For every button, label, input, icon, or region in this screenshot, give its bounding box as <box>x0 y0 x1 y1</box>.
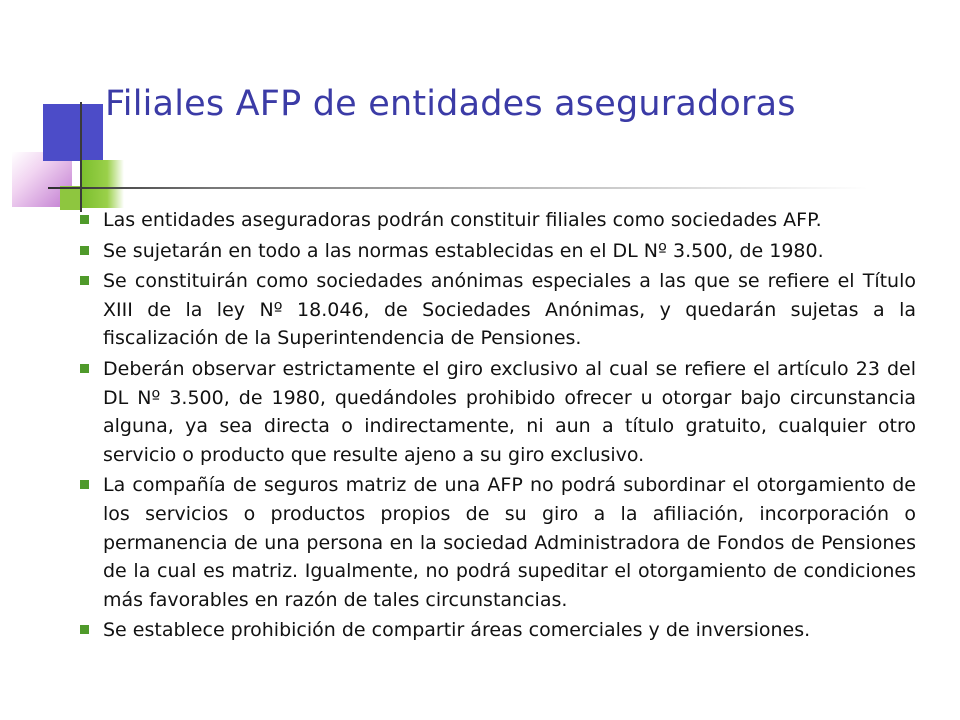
bullet-item <box>80 237 916 266</box>
bullet-text: Las entidades aseguradoras podrán constituir filiales como sociedades AFP. <box>103 209 822 231</box>
square-bullet-icon <box>80 276 89 285</box>
square-bullet-icon <box>80 215 89 224</box>
bullet-item <box>80 471 916 614</box>
title-underline <box>48 187 868 189</box>
square-bullet-icon <box>80 246 89 255</box>
bullet-text: Se establece prohibición de compartir áreas comerciales y de inversiones. <box>103 619 811 642</box>
bullet-list <box>80 206 916 647</box>
slide-title: Filiales AFP de entidades aseguradoras <box>105 84 796 124</box>
square-bullet-icon <box>80 480 89 489</box>
bullet-text: Se sujetarán en todo a las normas establecidas en el DL Nº 3.500, de 1980. <box>103 239 824 262</box>
bullet-item <box>80 616 916 645</box>
bullet-text: Deberán observar estrictamente el giro exclusivo al cual se refiere el artículo 23 del DL Nº 3.500, de 1980, quedándoles prohibido ofrecer u otorgar bajo circunstancia alguna, ya sea directa o indirectamente, ni aun a título gratuito, cualquier otro servicio o producto que resulte ajeno a su giro exclusivo. <box>103 357 916 466</box>
green-square-decoration-small <box>60 186 82 210</box>
square-bullet-icon <box>80 625 89 634</box>
bullet-text: Se constituirán como sociedades anónimas especiales a las que se refiere el Título XIII de la ley Nº 18.046, de Sociedades Anónimas, y quedarán sujetas a la fiscalización de la Superintendencia de Pensiones. <box>103 270 916 350</box>
bullet-item <box>80 355 916 469</box>
square-bullet-icon <box>80 364 89 373</box>
vertical-divider-line <box>80 102 82 212</box>
bullet-text: La compañía de seguros matriz de una AFP no podrá subordinar el otorgamiento de los servicios o productos propios de su giro a la afiliación, incorporación o permanencia de una persona en la sociedad Administradora de Fondos de Pensiones de la cual es matriz. Igualmente, no podrá supeditar el otorgamiento de condiciones más favorables en razón de tales circunstancias. <box>103 474 916 611</box>
bullet-item <box>80 206 916 235</box>
bullet-item <box>80 267 916 353</box>
green-square-decoration <box>82 160 124 208</box>
blue-square-decoration <box>43 104 103 161</box>
